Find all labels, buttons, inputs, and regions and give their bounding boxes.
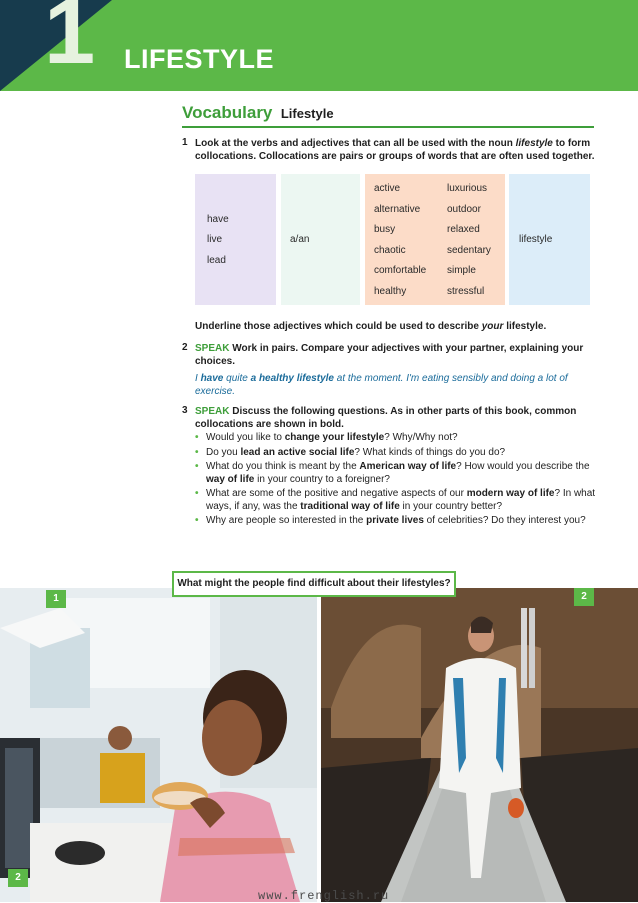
section-heading	[182, 103, 334, 123]
question-text: ? What kinds of things do you do?	[354, 446, 506, 458]
page-number-badge: 2	[8, 869, 28, 887]
unit-number: 1	[44, 0, 92, 83]
photo-office-worker	[0, 588, 317, 902]
watermark: www.frenglish.ru	[258, 889, 390, 903]
section-divider	[182, 126, 594, 128]
question-text: Why are people so interested in the	[206, 515, 367, 526]
question-item	[195, 432, 605, 445]
example-text: quite	[223, 373, 251, 384]
adjective-cell: chaotic	[374, 245, 406, 256]
question-text: Would you like to	[206, 432, 285, 443]
adjective-cell: stressful	[447, 286, 485, 297]
verb-cell: have	[207, 214, 229, 225]
article-cell: a/an	[290, 234, 310, 245]
exercise-2-instruction	[195, 342, 595, 368]
exercise-1-instruction	[195, 137, 595, 163]
instruction-italic: lifestyle	[515, 138, 553, 149]
adjective-cell: simple	[447, 265, 476, 276]
bullet-icon: •	[195, 461, 199, 472]
bullet-icon: •	[195, 432, 199, 443]
collocation-bold: modern way of life	[466, 488, 555, 499]
instruction-text: Look at the verbs and adjectives that can all be used with the noun	[195, 138, 516, 149]
question-text: ? In what ways, if any, was the	[206, 488, 596, 512]
speak-label: SPEAK	[195, 343, 230, 354]
adjective-cell: luxurious	[447, 183, 488, 194]
example-bold: a healthy lifestyle	[250, 373, 334, 384]
discussion-questions	[195, 432, 605, 530]
question-item	[195, 488, 605, 513]
question-text: in your country to a foreigner?	[254, 473, 390, 485]
photo-1-badge: 1	[46, 590, 66, 608]
adjective-cell: active	[374, 183, 401, 194]
collocation-bold: American way of life	[359, 461, 457, 472]
collocation-bold: way of life	[206, 473, 255, 485]
instruction-text: lifestyle.	[503, 321, 547, 332]
adjective-cell: healthy	[374, 286, 407, 297]
example-text: I	[195, 373, 201, 384]
bullet-icon: •	[195, 488, 199, 499]
question-text: What do you think is meant by the	[206, 461, 360, 472]
example-bold: have	[200, 373, 224, 384]
section-subtitle: Lifestyle	[280, 106, 334, 121]
photo-question-box: What might the people find difficult about their lifestyles?	[172, 571, 456, 597]
instruction-text: to form collocations. Collocations are pairs or groups of words that are often used together.	[195, 138, 595, 162]
bullet-icon: •	[195, 515, 199, 526]
collocation-bold: lead an active social life	[240, 446, 355, 458]
example-text: at the moment. I'm eating sensibly and doing a lot of exercise.	[195, 373, 568, 397]
question-item	[195, 447, 605, 460]
adjective-cell: relaxed	[447, 224, 480, 235]
underline-instruction	[195, 320, 595, 333]
example-answer	[195, 372, 590, 398]
instruction-text: Work in pairs. Compare your adjectives with your partner, explaining your choices.	[195, 343, 584, 367]
instruction-text: Underline those adjectives which could be used to describe	[195, 321, 482, 332]
question-text: of celebrities? Do they interest you?	[423, 515, 586, 526]
office-scene-illustration	[0, 588, 317, 902]
speak-label: SPEAK	[195, 406, 230, 417]
question-item	[195, 515, 605, 528]
adjective-cell: busy	[374, 224, 396, 235]
collocation-bold: traditional way of life	[300, 500, 400, 512]
exercise-1-number: 1	[182, 137, 188, 148]
verb-cell: live	[207, 234, 223, 245]
runway-scene-illustration	[321, 588, 638, 902]
section-title: Vocabulary	[182, 103, 273, 122]
unit-title: LIFESTYLE	[124, 44, 275, 74]
bullet-icon: •	[195, 446, 199, 458]
question-text: in your country better?	[399, 500, 503, 512]
exercise-2-number: 2	[182, 342, 188, 353]
unit-header-banner	[0, 0, 638, 91]
exercise-3-instruction	[195, 405, 595, 431]
photo-fashion-runway	[321, 588, 638, 902]
adjective-cell: comfortable	[374, 265, 427, 276]
question-item	[195, 461, 605, 486]
collocation-bold: change your lifestyle	[284, 432, 385, 443]
exercise-3-number: 3	[182, 405, 188, 416]
question-text: ? Why/Why not?	[384, 432, 458, 443]
adjective-cell: alternative	[374, 204, 421, 215]
adjective-cell: sedentary	[447, 245, 491, 256]
question-text: ? How would you describe the	[456, 461, 590, 472]
noun-cell: lifestyle	[519, 234, 553, 245]
photo-2-badge: 2	[574, 588, 594, 606]
instruction-text: Discuss the following questions. As in other parts of this book, common collocations are shown in bold.	[195, 406, 577, 430]
verb-cell: lead	[207, 255, 226, 266]
adjective-cell: outdoor	[447, 204, 481, 215]
instruction-italic: your	[481, 321, 504, 332]
question-text: Do you	[206, 446, 241, 458]
question-text: What are some of the positive and negative aspects of our	[206, 488, 467, 499]
collocation-bold: private lives	[366, 515, 424, 526]
